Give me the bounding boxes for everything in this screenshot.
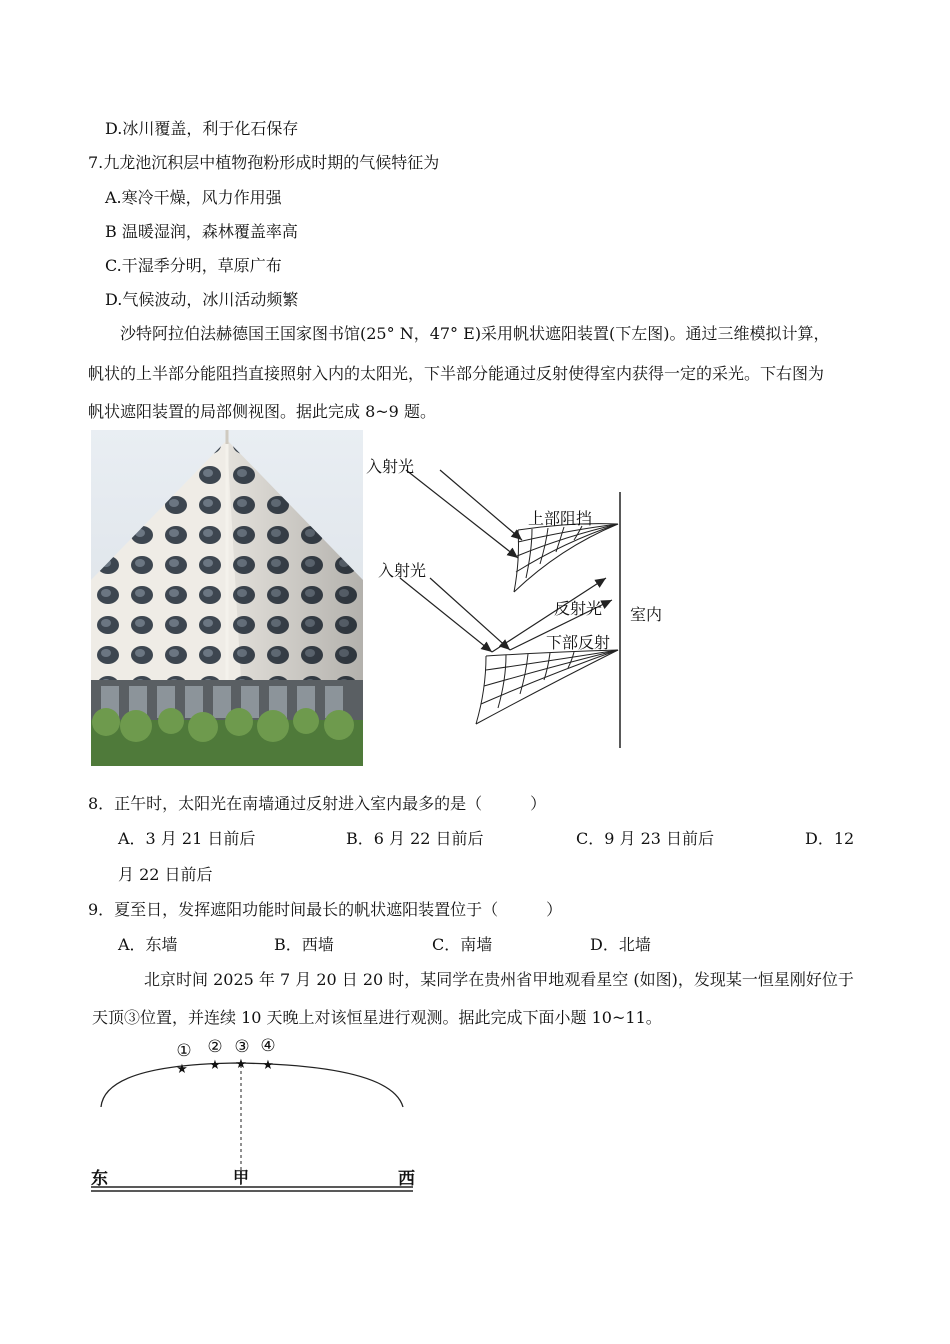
label-incident-light-bottom: 入射光 <box>378 561 427 580</box>
q9-stem: 9．夏至日，发挥遮阳功能时间最长的帆状遮阳装置位于（ ） <box>88 900 563 919</box>
incident-ray-top-1 <box>406 470 518 558</box>
q8-option-d-wrap: 月 22 日前后 <box>118 865 213 884</box>
star-1-icon: ★ <box>176 1062 188 1077</box>
star-observation-diagram <box>85 1035 425 1205</box>
library-photo <box>91 430 363 766</box>
q7-option-d: D.气候波动，冰川活动频繁 <box>105 290 299 309</box>
q8-stem: 8．正午时，太阳光在南墙通过反射进入室内最多的是（ ） <box>88 794 547 813</box>
position-label-1: ① <box>176 1041 192 1061</box>
q7-option-b: B 温暖湿润，森林覆盖率高 <box>105 222 298 241</box>
q7-stem: 7.九龙池沉积层中植物孢粉形成时期的气候特征为 <box>88 153 440 172</box>
q7-option-c: C.干湿季分明，草原广布 <box>105 256 282 275</box>
q8-option-c: C．9 月 23 日前后 <box>576 829 715 848</box>
label-reflected-light: 反射光 <box>554 599 603 618</box>
label-site: 甲 <box>233 1168 250 1187</box>
star-3-icon: ★ <box>235 1057 247 1072</box>
q8-option-a: A．3 月 21 日前后 <box>118 829 256 848</box>
label-lower-reflect: 下部反射 <box>546 633 611 652</box>
incident-ray-bottom-1 <box>400 578 492 652</box>
upper-sail <box>514 524 618 592</box>
q8-option-d: D．12 <box>805 829 855 848</box>
q6-option-d: D.冰川覆盖，利于化石保存 <box>105 119 299 138</box>
q9-option-c: C．南墙 <box>432 935 493 954</box>
passage1-line-2: 帆状的上半部分能阻挡直接照射入内的太阳光，下半部分能通过反射使得室内获得一定的采光。下右图为 <box>88 364 825 383</box>
label-incident-light-top: 入射光 <box>366 457 415 476</box>
passage2-line-2: 天顶③位置，并连续 10 天晚上对该恒星进行观测。据此完成下面小题 10~11。 <box>92 1008 662 1027</box>
q7-option-a: A.寒冷干燥，风力作用强 <box>105 188 282 207</box>
sky-arc <box>101 1063 403 1107</box>
label-upper-block: 上部阻挡 <box>528 509 593 528</box>
incident-ray-bottom-2 <box>430 578 510 650</box>
passage1-line-1: 沙特阿拉伯法赫德国王国家图书馆(25° N，47° E)采用帆状遮阳装置(下左图)。通过三维模拟计算， <box>120 324 830 343</box>
q9-option-a: A．东墙 <box>118 935 178 954</box>
position-label-3: ③ <box>234 1037 250 1057</box>
position-label-2: ② <box>207 1037 223 1057</box>
q9-option-b: B．西墙 <box>274 935 334 954</box>
label-west: 西 <box>398 1169 415 1189</box>
q8-option-b: B．6 月 22 日前后 <box>346 829 484 848</box>
q9-option-d: D．北墙 <box>590 935 651 954</box>
passage1-line-3: 帆状遮阳装置的局部侧视图。据此完成 8~9 题。 <box>88 402 436 421</box>
star-2-icon: ★ <box>209 1058 221 1073</box>
label-east: 东 <box>91 1169 108 1189</box>
label-indoor: 室内 <box>630 605 663 624</box>
passage2-line-1: 北京时间 2025 年 7 月 20 日 20 时，某同学在贵州省甲地观看星空 (如图)，发现某一恒星刚好位于 <box>144 970 854 989</box>
star-4-icon: ★ <box>262 1058 274 1073</box>
lower-sail <box>476 650 618 724</box>
sail-side-view-diagram <box>360 440 680 760</box>
position-label-4: ④ <box>260 1036 276 1056</box>
